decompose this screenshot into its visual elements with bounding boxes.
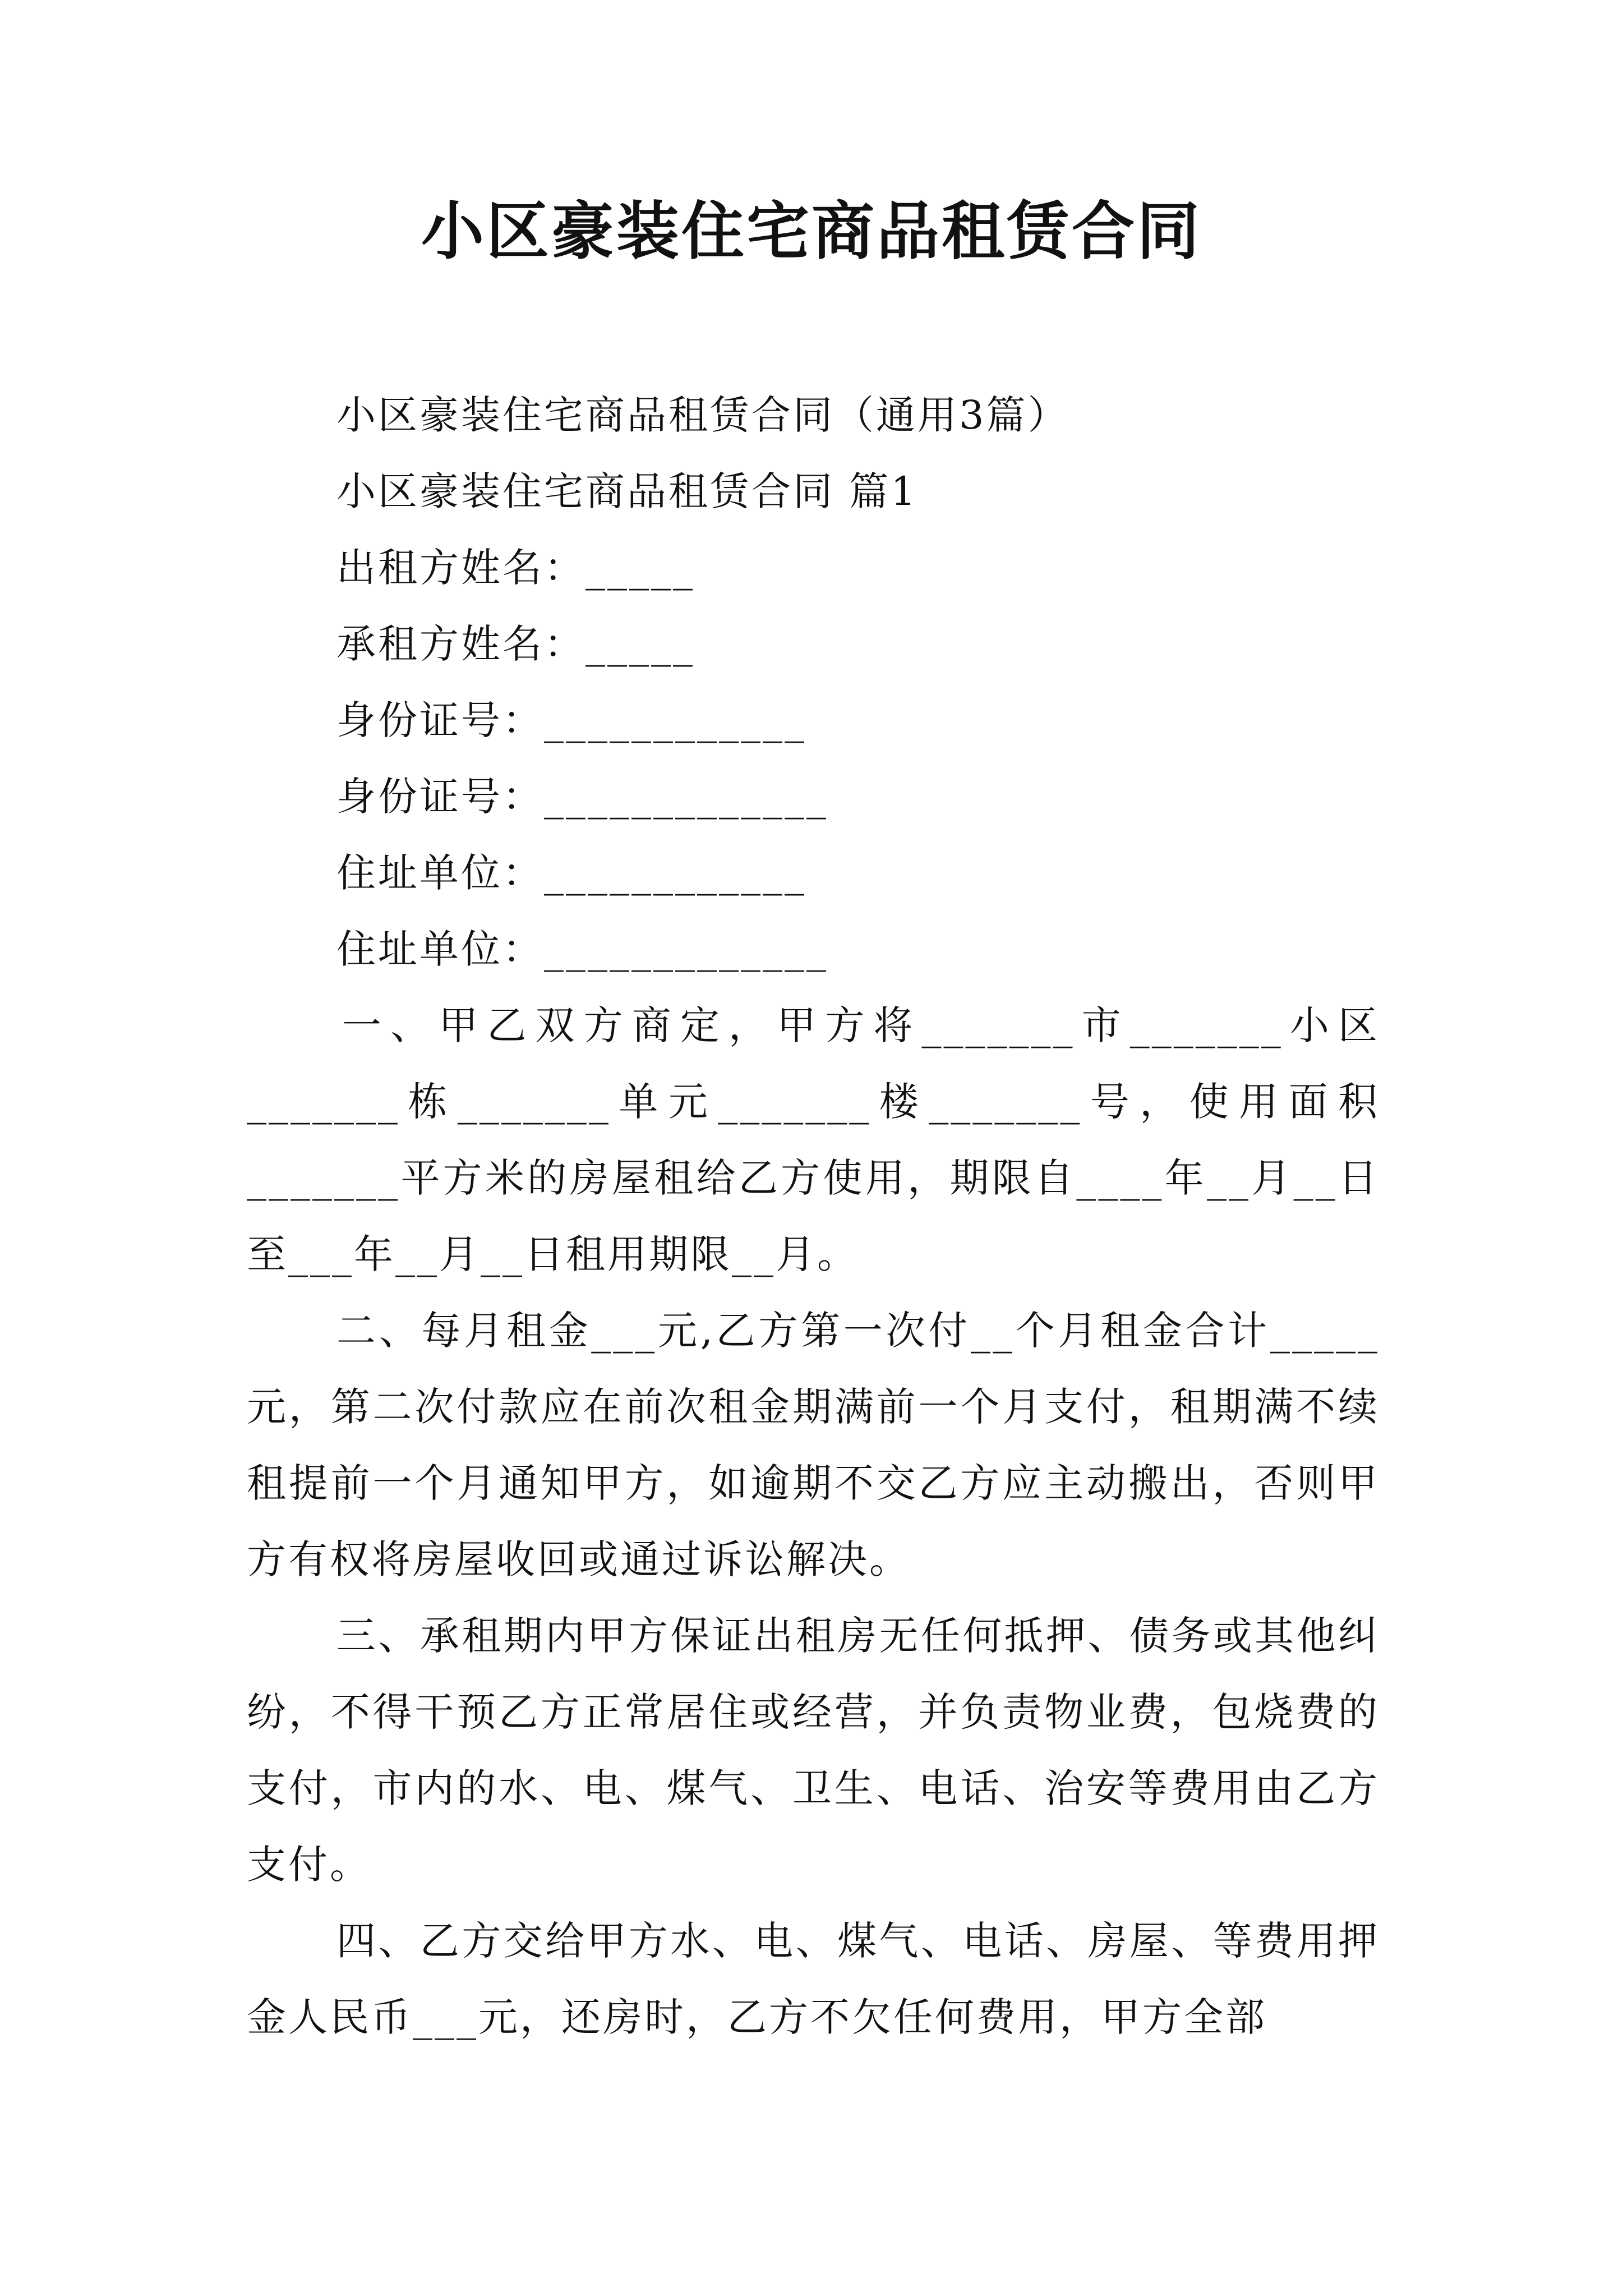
lessor-name-field: 出租方姓名：_____ <box>336 545 695 591</box>
subtitle-line: 小区豪装住宅商品租赁合同（通用3篇） <box>336 392 1069 438</box>
document-title: 小区豪装住宅商品租赁合同 <box>421 195 1202 268</box>
clause-1: 一、甲乙双方商定，甲方将_______市_______小区_______栋_______单元_______楼_______号，使用面积_______平方米的房屋租给乙方使用，期限自____年__月__日至___年__月__日租用期限__月。 <box>247 1002 1380 1277</box>
lessee-id-field: 身份证号：_____________ <box>336 774 828 820</box>
clause-4: 四、乙方交给甲方水、电、煤气、电话、房屋、等费用押金人民币___元，还房时，乙方不欠任何费用，甲方全部 <box>247 1918 1380 2040</box>
lessee-address-field: 住址单位：_____________ <box>336 926 828 972</box>
lessee-name-field: 承租方姓名：_____ <box>336 621 695 667</box>
document-body <box>247 377 1380 2055</box>
lessor-address-field: 住址单位：____________ <box>336 850 806 896</box>
lessor-id-field: 身份证号：____________ <box>336 697 806 743</box>
section-heading: 小区豪装住宅商品租赁合同 篇1 <box>336 468 918 514</box>
clause-2: 二、每月租金___元,乙方第一次付__个月租金合计_____元，第二次付款应在前次租金期满前一个月支付，租期满不续租提前一个月通知甲方，如逾期不交乙方应主动搬出，否则甲方有权将房屋收回或通过诉讼解决。 <box>247 1308 1380 1582</box>
clause-3: 三、承租期内甲方保证出租房无任何抵押、债务或其他纠纷，不得干预乙方正常居住或经营，并负责物业费，包烧费的支付，市内的水、电、煤气、卫生、电话、治安等费用由乙方支付。 <box>247 1613 1380 1888</box>
